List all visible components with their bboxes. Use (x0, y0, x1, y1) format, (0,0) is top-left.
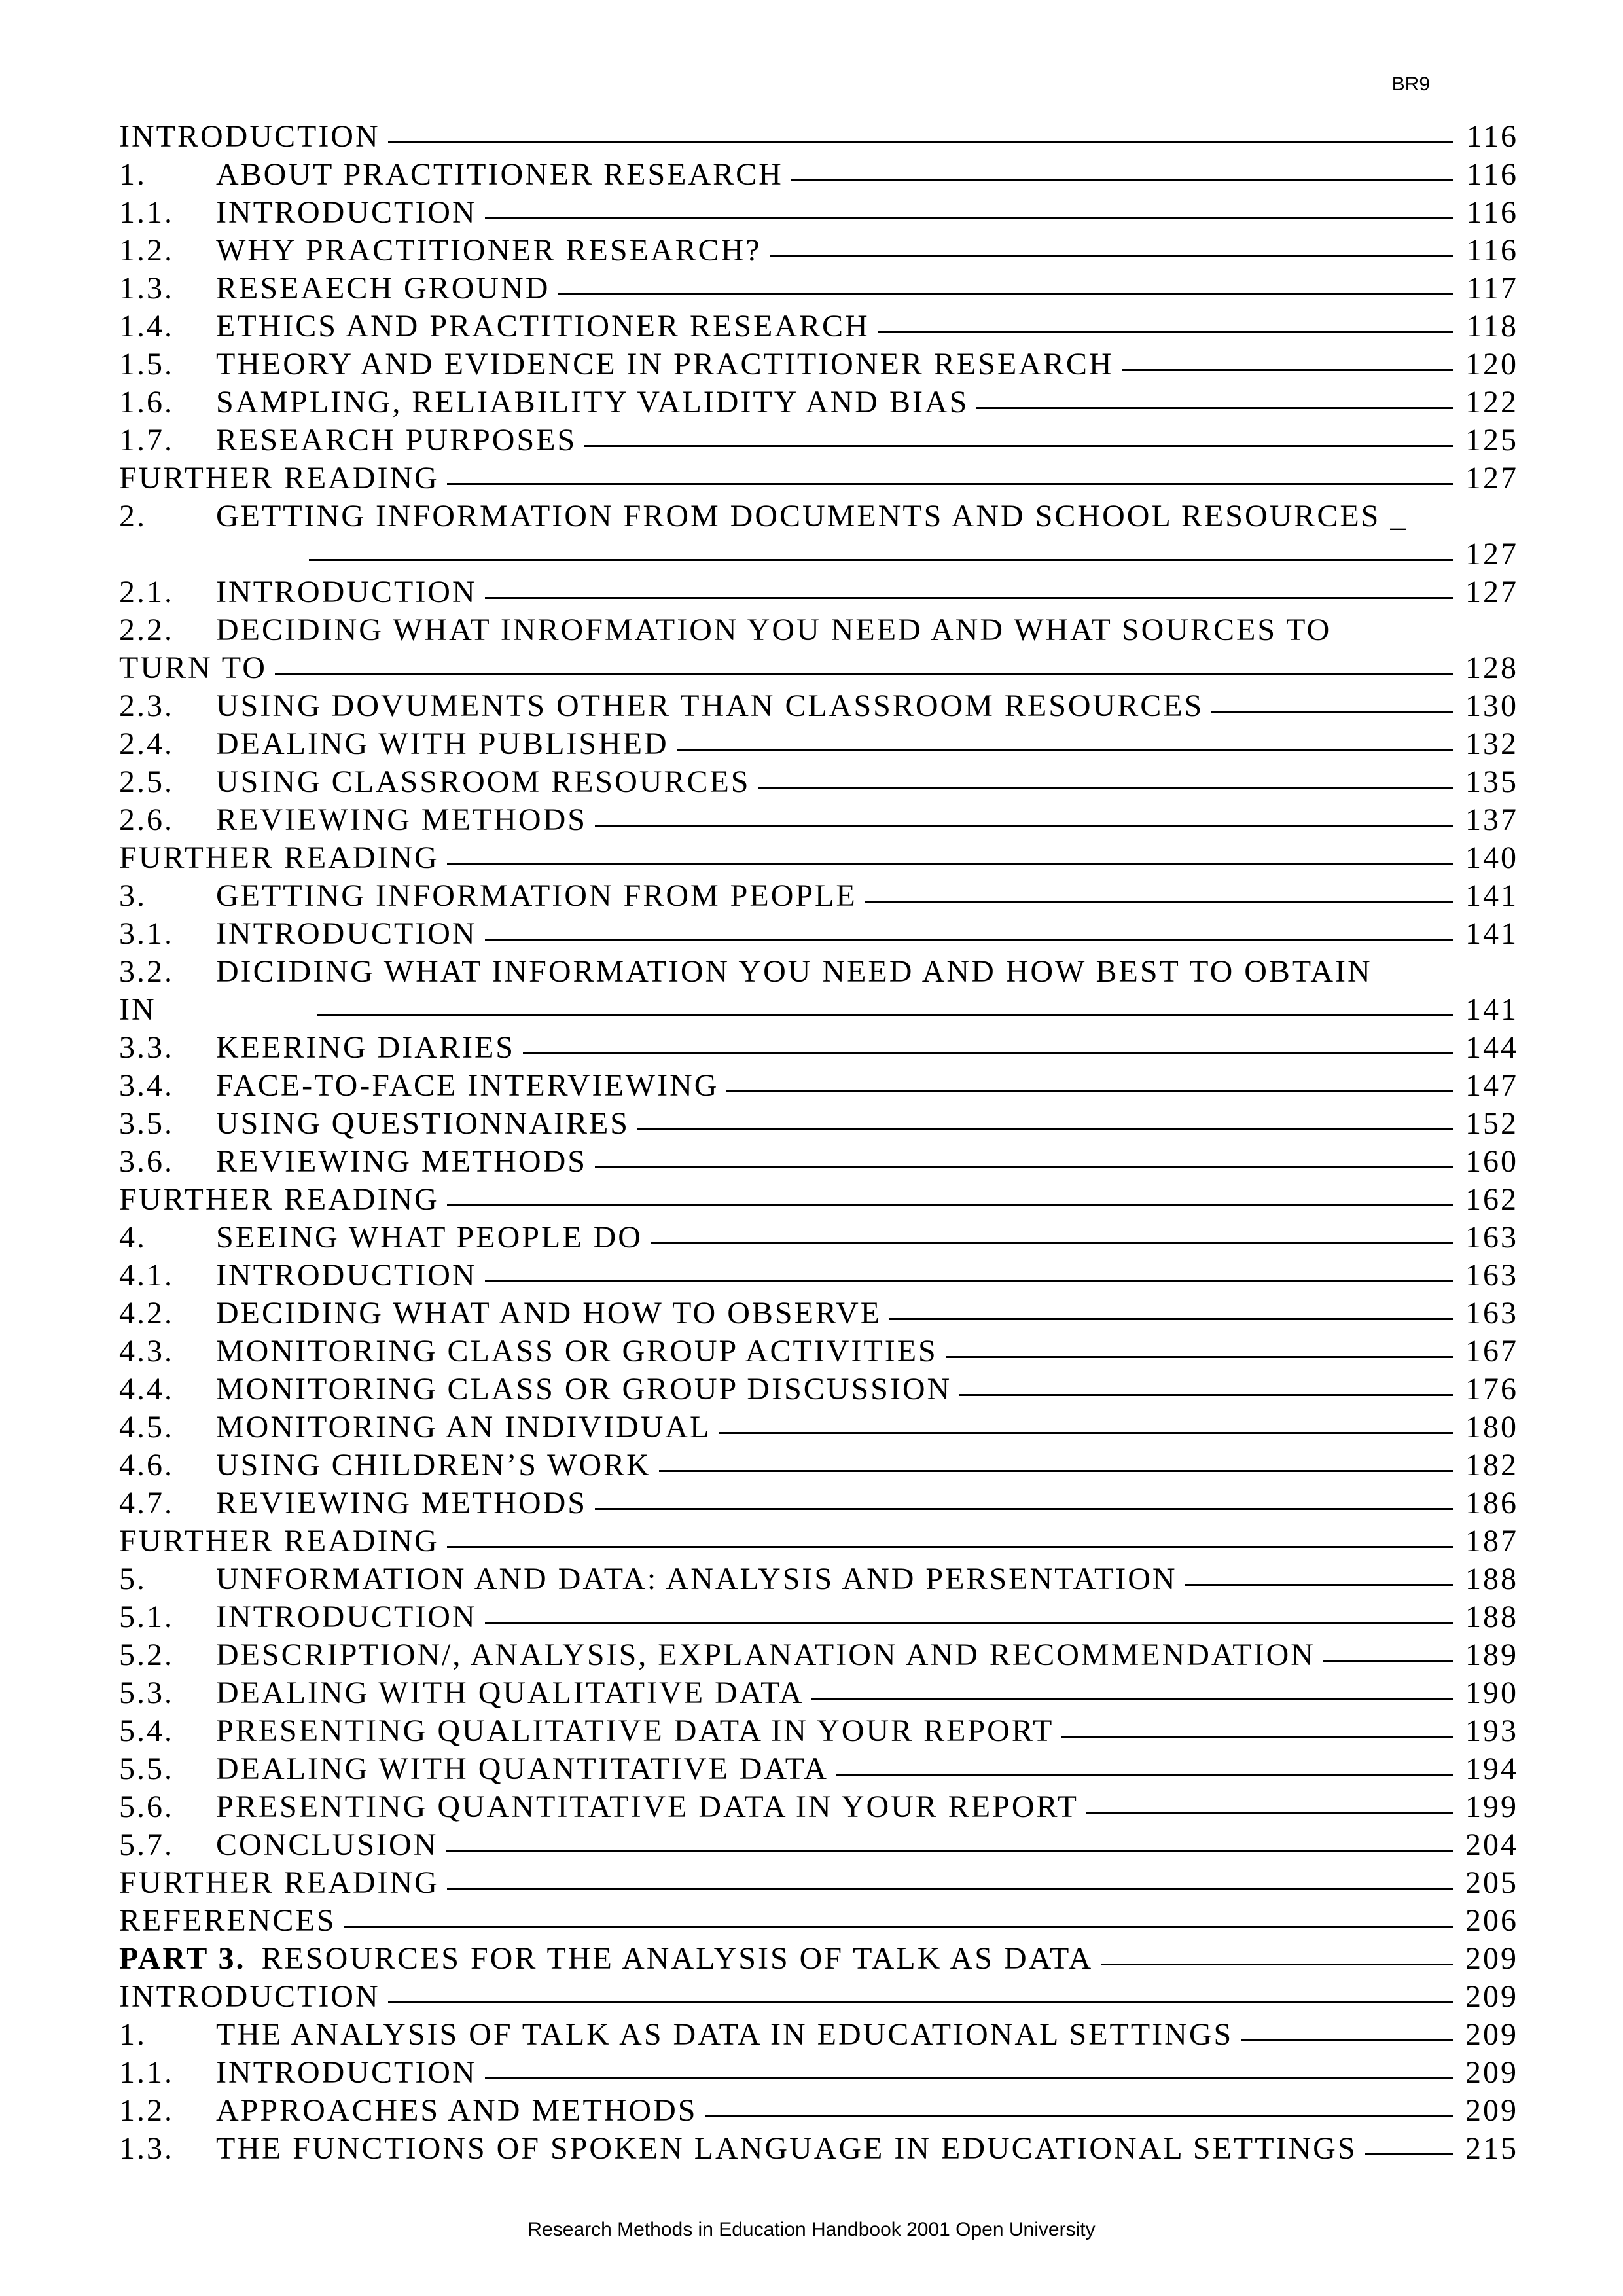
toc-entry-page: 163 (1465, 1258, 1518, 1293)
toc-entry-title: REVIEWING METHODS (216, 802, 587, 837)
toc-entry-title: FURTHER READING (119, 1524, 439, 1558)
header-code: BR9 (1391, 73, 1430, 95)
toc-entry-page: 116 (1466, 233, 1518, 268)
toc-entry (119, 1295, 1518, 1333)
toc-entry (119, 459, 1518, 497)
toc-entry-number: 4.7. (119, 1486, 174, 1520)
toc-leader-line (651, 1219, 1453, 1244)
toc-leader-line (889, 1295, 1453, 1320)
toc-entry (119, 1788, 1518, 1826)
toc-entry-page: 147 (1465, 1068, 1518, 1103)
toc-entry-number: 5.1. (119, 1600, 174, 1634)
toc-entry (119, 763, 1518, 801)
toc-leader-line (485, 1257, 1453, 1282)
toc-leader-line (726, 1067, 1453, 1092)
toc-entry-page: 141 (1465, 916, 1518, 951)
toc-entry-number: 2.5. (119, 764, 174, 799)
toc-entry-title: PRESENTING QUANTITATIVE DATA IN YOUR REPORT (216, 1789, 1079, 1824)
toc-entry (119, 1333, 1518, 1371)
toc-entry-number: 1.1. (119, 2055, 174, 2090)
toc-leader-line (1122, 346, 1453, 371)
toc-entry (119, 687, 1518, 725)
toc-entry (119, 1219, 1518, 1257)
toc-entry-page: 141 (1465, 878, 1518, 913)
toc-entry-number: 1.1. (119, 195, 174, 230)
toc-leader-line (317, 991, 1453, 1016)
toc-leader-line (659, 1446, 1453, 1472)
toc-entry-number: 5.5. (119, 1751, 174, 1786)
toc-entry-title: DICIDING WHAT INFORMATION YOU NEED AND HOW BEST TO OBTAIN (216, 954, 1372, 989)
toc-leader-line (637, 1105, 1453, 1130)
toc-entry-title: PRESENTING QUALITATIVE DATA IN YOUR REPORT (216, 1713, 1054, 1748)
toc-entry-page: 160 (1465, 1144, 1518, 1179)
toc-entry-page: 209 (1465, 2017, 1518, 2052)
toc-entry (119, 1940, 1518, 1978)
toc-entry-page: 128 (1465, 651, 1518, 685)
toc-entry-page: 163 (1465, 1296, 1518, 1331)
toc-entry (119, 649, 1518, 687)
toc-entry-title: GETTING INFORMATION FROM DOCUMENTS AND SCHOOL RESOURCES _ (216, 499, 1408, 533)
toc-entry-title: DEALING WITH QUALITATIVE DATA (216, 1676, 804, 1710)
toc-entry-title: USING CHILDREN’S WORK (216, 1448, 651, 1482)
toc-entry-number: 5.4. (119, 1713, 174, 1748)
toc-entry (119, 156, 1518, 194)
toc-entry-number: 4.2. (119, 1296, 174, 1331)
toc-entry-page: 209 (1465, 1941, 1518, 1976)
toc-leader-line (447, 459, 1453, 485)
toc-entry-number: 3.4. (119, 1068, 174, 1103)
toc-entry (119, 1143, 1518, 1181)
toc-entry (119, 1484, 1518, 1522)
toc-entry (119, 1750, 1518, 1788)
toc-leader-line (1061, 1712, 1453, 1738)
toc-entry-page: 120 (1465, 347, 1518, 382)
toc-entry (119, 877, 1518, 915)
toc-entry-page: 132 (1465, 726, 1518, 761)
toc-leader-line (446, 1826, 1453, 1852)
toc-leader-line (1323, 1636, 1453, 1662)
toc-entry (119, 1371, 1518, 1408)
toc-entry-page: 127 (1465, 575, 1518, 609)
toc-entry-number: 5.6. (119, 1789, 174, 1824)
toc-leader-line (309, 535, 1453, 561)
toc-entry (119, 725, 1518, 763)
toc-entry-title: SEEING WHAT PEOPLE DO (216, 1220, 643, 1255)
toc-entry-page: 141 (1465, 992, 1518, 1027)
toc-entry-page: 206 (1465, 1903, 1518, 1938)
toc-leader-line (584, 422, 1453, 447)
toc-leader-line (1101, 1940, 1453, 1965)
toc-entry (119, 1067, 1518, 1105)
toc-entry-page: 188 (1465, 1562, 1518, 1596)
toc-entry-page: 127 (1465, 461, 1518, 495)
toc-entry-title: CONCLUSION (216, 1827, 438, 1862)
toc-entry-title: THE FUNCTIONS OF SPOKEN LANGUAGE IN EDUCATIONAL SETTINGS (216, 2131, 1357, 2166)
toc-leader-line (1211, 687, 1453, 713)
toc-entry-page: 135 (1465, 764, 1518, 799)
toc-entry-page: 127 (1465, 537, 1518, 571)
toc-leader-line (558, 270, 1453, 295)
toc-entry-title: FURTHER READING (119, 461, 439, 495)
toc-entry-number: 3.2. (119, 954, 174, 989)
toc-entry-page: 137 (1465, 802, 1518, 837)
toc-entry-title: INTRODUCTION (216, 195, 477, 230)
toc-entry (119, 194, 1518, 232)
toc-entry-number: 3.1. (119, 916, 174, 951)
toc-entry-number: 2.6. (119, 802, 174, 837)
toc-leader-line (595, 1484, 1453, 1510)
toc-entry-number: 5.7. (119, 1827, 174, 1862)
toc-entry (119, 270, 1518, 308)
toc-entry-title: UNFORMATION AND DATA: ANALYSIS AND PERSENTATION (216, 1562, 1177, 1596)
toc-entry-title: FURTHER READING (119, 840, 439, 875)
toc-leader-line (447, 1522, 1453, 1548)
toc-entry-title: USING DOVUMENTS OTHER THAN CLASSROOM RESOURCES (216, 689, 1204, 723)
toc-entry-page: 186 (1465, 1486, 1518, 1520)
table-of-contents (119, 118, 1518, 2168)
toc-entry (119, 573, 1518, 611)
toc-entry-page: 116 (1466, 119, 1518, 154)
toc-entry-page: 182 (1465, 1448, 1518, 1482)
toc-entry-number: 2.1. (119, 575, 174, 609)
toc-entry-title: THE ANALYSIS OF TALK AS DATA IN EDUCATIONAL SETTINGS (216, 2017, 1234, 2052)
toc-entry (119, 2016, 1518, 2054)
toc-leader-line (878, 308, 1453, 333)
toc-entry-title: DEALING WITH QUANTITATIVE DATA (216, 1751, 829, 1786)
toc-entry (119, 1029, 1518, 1067)
toc-entry-title: DECIDING WHAT AND HOW TO OBSERVE (216, 1296, 882, 1331)
toc-entry-page: 180 (1465, 1410, 1518, 1444)
toc-entry (119, 308, 1518, 346)
toc-leader-line (959, 1371, 1453, 1396)
toc-entry (119, 1902, 1518, 1940)
toc-entry-title: RESEAECH GROUND (216, 271, 550, 306)
toc-entry-page: 189 (1465, 1638, 1518, 1672)
toc-entry-title: DECIDING WHAT INROFMATION YOU NEED AND WHAT SOURCES TO (216, 613, 1332, 647)
toc-entry-page: 190 (1465, 1676, 1518, 1710)
toc-entry-title: ETHICS AND PRACTITIONER RESEARCH (216, 309, 870, 344)
toc-entry-title: TURN TO (119, 651, 267, 685)
toc-entry-title: REVIEWING METHODS (216, 1144, 587, 1179)
toc-leader-line (1185, 1560, 1453, 1586)
toc-entry-number: 1.7. (119, 423, 174, 457)
toc-leader-line (485, 1598, 1453, 1624)
toc-entry-page: 215 (1465, 2131, 1518, 2166)
toc-leader-line (1241, 2016, 1453, 2041)
toc-entry-page: 209 (1465, 2093, 1518, 2128)
toc-leader-line (447, 1181, 1453, 1206)
toc-entry-title: INTRODUCTION (216, 916, 477, 951)
toc-entry (119, 2130, 1518, 2168)
toc-entry-page: 125 (1465, 423, 1518, 457)
toc-leader-line (770, 232, 1453, 257)
toc-entry (119, 611, 1518, 649)
toc-entry-page: 209 (1465, 1979, 1518, 2014)
toc-entry (119, 1864, 1518, 1902)
toc-entry-page: 194 (1465, 1751, 1518, 1786)
toc-entry-page: 117 (1466, 271, 1518, 306)
toc-entry-number: PART 3. (119, 1941, 246, 1976)
toc-entry (119, 1636, 1518, 1674)
toc-entry-title: FACE-TO-FACE INTERVIEWING (216, 1068, 719, 1103)
toc-entry-number: 2.4. (119, 726, 174, 761)
toc-entry-number: 4. (119, 1220, 147, 1255)
toc-entry (119, 232, 1518, 270)
toc-leader-line (976, 384, 1453, 409)
toc-entry-title: FURTHER READING (119, 1182, 439, 1217)
toc-leader-line (705, 2092, 1453, 2117)
toc-leader-line (836, 1750, 1453, 1776)
toc-entry-number: 3.5. (119, 1106, 174, 1141)
toc-entry (119, 1978, 1518, 2016)
toc-entry-number: 1.3. (119, 2131, 174, 2166)
toc-entry-number: 3.6. (119, 1144, 174, 1179)
toc-entry (119, 118, 1518, 156)
toc-leader-line (595, 1143, 1453, 1168)
toc-entry-page: 122 (1465, 385, 1518, 420)
toc-entry-page: 130 (1465, 689, 1518, 723)
toc-entry (119, 1181, 1518, 1219)
toc-entry-number: 4.4. (119, 1372, 174, 1407)
toc-entry (119, 2092, 1518, 2130)
toc-entry-title: USING CLASSROOM RESOURCES (216, 764, 751, 799)
toc-entry-number: 5.2. (119, 1638, 174, 1672)
toc-entry-number: 4.1. (119, 1258, 174, 1293)
toc-entry-number: 4.3. (119, 1334, 174, 1369)
toc-entry-title: INTRODUCTION (119, 119, 380, 154)
toc-entry-number: 5.3. (119, 1676, 174, 1710)
toc-entry-title: GETTING INFORMATION FROM PEOPLE (216, 878, 857, 913)
page-footer: Research Methods in Education Handbook 2001 Open University (527, 2219, 1096, 2240)
toc-leader-line (344, 1902, 1453, 1928)
toc-entry (119, 1522, 1518, 1560)
toc-leader-line (595, 801, 1453, 827)
toc-leader-line (677, 725, 1453, 751)
toc-leader-line (791, 156, 1453, 181)
toc-entry-title: KEERING DIARIES (216, 1030, 515, 1065)
toc-leader-line (946, 1333, 1453, 1358)
toc-entry-title: INTRODUCTION (216, 1600, 477, 1634)
toc-entry-title: ABOUT PRACTITIONER RESEARCH (216, 157, 783, 192)
toc-entry-number: 1.2. (119, 2093, 174, 2128)
toc-entry-title: DEALING WITH PUBLISHED (216, 726, 669, 761)
toc-entry-number: 4.5. (119, 1410, 174, 1444)
toc-entry (119, 1105, 1518, 1143)
toc-entry-number: 2. (119, 499, 147, 533)
toc-entry-number: 4.6. (119, 1448, 174, 1482)
toc-entry-page: 193 (1465, 1713, 1518, 1748)
toc-entry-number: 1.4. (119, 309, 174, 344)
toc-leader-line (447, 839, 1453, 865)
toc-entry-page: 118 (1466, 309, 1518, 344)
toc-entry-title: WHY PRACTITIONER RESEARCH? (216, 233, 762, 268)
toc-leader-line (758, 763, 1454, 789)
toc-leader-line (485, 194, 1453, 219)
toc-entry (119, 346, 1518, 384)
toc-entry (119, 1560, 1518, 1598)
toc-entry-number: 1. (119, 157, 147, 192)
toc-entry-title: MONITORING CLASS OR GROUP DISCUSSION (216, 1372, 952, 1407)
toc-entry-title: FURTHER READING (119, 1865, 439, 1900)
toc-leader-line (865, 877, 1453, 903)
toc-entry (119, 384, 1518, 422)
toc-leader-line (485, 2054, 1453, 2079)
toc-entry-number: IN (119, 992, 156, 1027)
toc-entry-number: 1.3. (119, 271, 174, 306)
toc-leader-line (812, 1674, 1453, 1700)
toc-entry-page: 176 (1465, 1372, 1518, 1407)
toc-entry-number: 2.2. (119, 613, 174, 647)
toc-entry-number: 2.3. (119, 689, 174, 723)
toc-entry-number: 1. (119, 2017, 147, 2052)
toc-entry-page: 167 (1465, 1334, 1518, 1369)
toc-entry (119, 1712, 1518, 1750)
toc-entry-page: 187 (1465, 1524, 1518, 1558)
toc-leader-line (1086, 1788, 1453, 1814)
toc-entry-title: DESCRIPTION/, ANALYSIS, EXPLANATION AND RECOMMENDATION (216, 1638, 1315, 1672)
toc-leader-line (447, 1864, 1453, 1890)
toc-entry (119, 497, 1518, 535)
toc-leader-line (523, 1029, 1453, 1054)
toc-entry-page: 162 (1465, 1182, 1518, 1217)
toc-entry (119, 535, 1518, 573)
toc-entry-title: REVIEWING METHODS (216, 1486, 587, 1520)
toc-leader-line (275, 649, 1453, 675)
toc-leader-line (1365, 2130, 1453, 2155)
toc-entry-page: 188 (1465, 1600, 1518, 1634)
toc-entry-number: 3.3. (119, 1030, 174, 1065)
toc-entry (119, 1674, 1518, 1712)
toc-entry-page: 163 (1465, 1220, 1518, 1255)
toc-entry-title: SAMPLING, RELIABILITY VALIDITY AND BIAS (216, 385, 969, 420)
toc-entry-title: INTRODUCTION (216, 575, 477, 609)
toc-entry-page: 199 (1465, 1789, 1518, 1824)
toc-entry-title: APPROACHES AND METHODS (216, 2093, 698, 2128)
toc-entry (119, 991, 1518, 1029)
toc-entry-title: INTRODUCTION (119, 1979, 380, 2014)
toc-entry-number: 1.2. (119, 233, 174, 268)
toc-entry (119, 1598, 1518, 1636)
toc-entry-number: 3. (119, 878, 147, 913)
toc-entry-title: INTRODUCTION (216, 2055, 477, 2090)
toc-entry-page: 116 (1466, 195, 1518, 230)
toc-entry-number: 5. (119, 1562, 147, 1596)
toc-entry-page: 152 (1465, 1106, 1518, 1141)
toc-entry-number: 1.5. (119, 347, 174, 382)
toc-entry (119, 801, 1518, 839)
toc-entry (119, 953, 1518, 991)
toc-leader-line (719, 1408, 1453, 1434)
toc-entry (119, 839, 1518, 877)
toc-entry-title: REFERENCES (119, 1903, 336, 1938)
toc-entry-title: THEORY AND EVIDENCE IN PRACTITIONER RESEARCH (216, 347, 1114, 382)
toc-entry-page: 116 (1466, 157, 1518, 192)
toc-entry (119, 2054, 1518, 2092)
toc-entry (119, 422, 1518, 459)
toc-entry-title: INTRODUCTION (216, 1258, 477, 1293)
toc-entry-number: 1.6. (119, 385, 174, 420)
toc-entry (119, 915, 1518, 953)
toc-entry-page: 144 (1465, 1030, 1518, 1065)
toc-entry-page: 209 (1465, 2055, 1518, 2090)
toc-entry (119, 1408, 1518, 1446)
toc-entry (119, 1826, 1518, 1864)
toc-entry-page: 205 (1465, 1865, 1518, 1900)
toc-entry (119, 1446, 1518, 1484)
toc-entry-title: MONITORING CLASS OR GROUP ACTIVITIES (216, 1334, 938, 1369)
toc-entry (119, 1257, 1518, 1295)
toc-leader-line (485, 915, 1453, 941)
toc-entry-page: 140 (1465, 840, 1518, 875)
toc-entry-title: RESEARCH PURPOSES (216, 423, 577, 457)
toc-entry-title: MONITORING AN INDIVIDUAL (216, 1410, 711, 1444)
toc-entry-title: RESOURCES FOR THE ANALYSIS OF TALK AS DATA (261, 1941, 1094, 1976)
toc-leader-line (388, 1978, 1453, 2003)
toc-leader-line (388, 118, 1453, 143)
toc-entry-page: 204 (1465, 1827, 1518, 1862)
toc-leader-line (485, 573, 1453, 599)
toc-entry-title: USING QUESTIONNAIRES (216, 1106, 630, 1141)
